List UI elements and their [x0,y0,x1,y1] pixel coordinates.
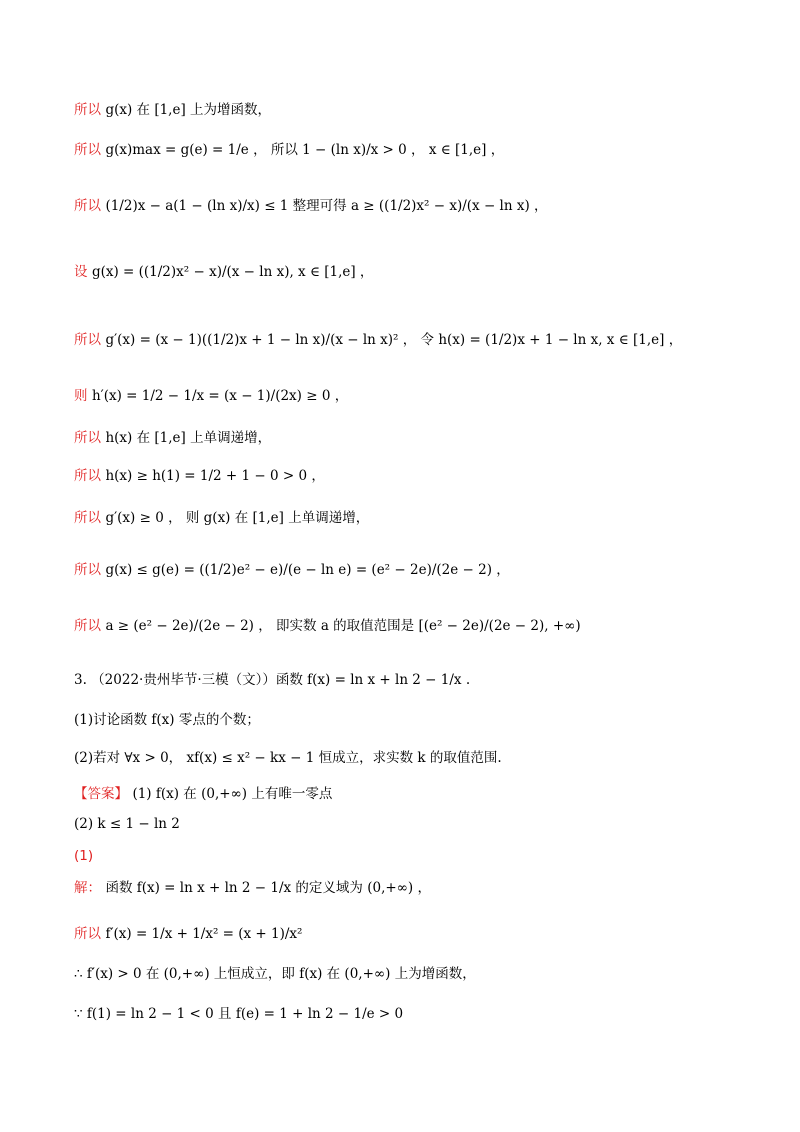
text-line-16 [74,814,180,834]
text-line-18 [74,878,431,898]
text-line-5 [74,330,682,350]
line-math: g(x) = ((1/2)x² − x)/(x − ln x), x ∈ [1,e] ， [91,264,374,280]
line-math: (2)若对 ∀x > 0， xf(x) ≤ x² − kx − 1 恒成立，求实数 k 的取值范围. [74,750,502,766]
line-math: a ≥ (e² − 2e)/(2e − 2) ， 即实数 a 的取值范围是 [(e² − 2e)/(2e − 2), +∞) [105,618,581,634]
line-lead: 则 [74,388,88,404]
line-math: g′(x) ≥ 0 ， 则 g(x) 在 [1,e] 上单调递增， [105,510,370,526]
line-math: g′(x) = (x − 1)((1/2)x + 1 − ln x)/(x − ln x)² ， 令 h(x) = (1/2)x + 1 − ln x, x ∈ [1,e] ， [105,332,683,348]
text-line-7 [74,428,271,448]
text-line-20 [74,964,476,984]
line-lead: 所以 [74,198,101,214]
line-lead: 解： [74,880,101,896]
line-math: g(x)max = g(e) = 1/e ， 所以 1 − (ln x)/x > 0 ， x ∈ [1,e] ， [105,142,505,158]
line-lead: 所以 [74,510,101,526]
line-lead: 所以 [74,926,101,942]
text-line-19 [74,924,302,944]
line-lead: 所以 [74,102,101,118]
line-math: 3. （2022·贵州毕节·三模（文））函数 f(x) = ln x + ln 2 − 1/x . [74,672,471,688]
text-line-2 [74,140,504,160]
text-line-8 [74,466,325,486]
line-lead: 设 [74,264,88,280]
line-math: f′(x) = 1/x + 1/x² = (x + 1)/x² [105,926,303,942]
line-math: (2) k ≤ 1 − ln 2 [74,816,180,832]
text-line-6 [74,386,348,406]
line-lead: 所以 [74,618,101,634]
text-line-10 [74,560,510,580]
text-line-4 [74,262,373,282]
line-math: h(x) 在 [1,e] 上单调递增， [105,430,272,446]
line-lead: 所以 [74,142,101,158]
line-math: (1/2)x − a(1 − (ln x)/x) ≤ 1 整理可得 a ≥ ((1/2)x² − x)/(x − ln x) ， [105,198,548,214]
text-line-9 [74,508,369,528]
text-line-12 [74,670,470,690]
text-line-15 [74,784,332,804]
line-lead: (1) [74,848,94,864]
line-math: g(x) 在 [1,e] 上为增函数， [105,102,272,118]
text-line-11 [74,616,581,636]
text-line-13 [74,710,260,730]
line-math: 函数 f(x) = ln x + ln 2 − 1/x 的定义域为 (0,+∞) ， [105,880,431,896]
line-math: h′(x) = 1/2 − 1/x = (x − 1)/(2x) ≥ 0 ， [91,388,349,404]
line-math: (1) f(x) 在 (0,+∞) 上有唯一零点 [132,786,333,802]
line-lead: 所以 [74,430,101,446]
text-line-14 [74,748,502,768]
text-line-3 [74,196,548,216]
line-math: g(x) ≤ g(e) = ((1/2)e² − e)/(e − ln e) = (e² − 2e)/(2e − 2) ， [105,562,510,578]
line-lead: 所以 [74,562,101,578]
line-math: ∴ f′(x) > 0 在 (0,+∞) 上恒成立，即 f(x) 在 (0,+∞) 上为增函数， [74,966,476,982]
line-math: ∵ f(1) = ln 2 − 1 < 0 且 f(e) = 1 + ln 2 − 1/e > 0 [74,1006,404,1022]
text-line-17 [74,846,93,866]
line-lead: 所以 [74,468,101,484]
text-line-21 [74,1004,403,1024]
line-math: h(x) ≥ h(1) = 1/2 + 1 − 0 > 0 ， [105,468,325,484]
text-line-1 [74,100,271,120]
line-math: (1)讨论函数 f(x) 零点的个数； [74,712,260,728]
line-lead: 所以 [74,332,101,348]
line-lead: 【答案】 [74,786,128,802]
